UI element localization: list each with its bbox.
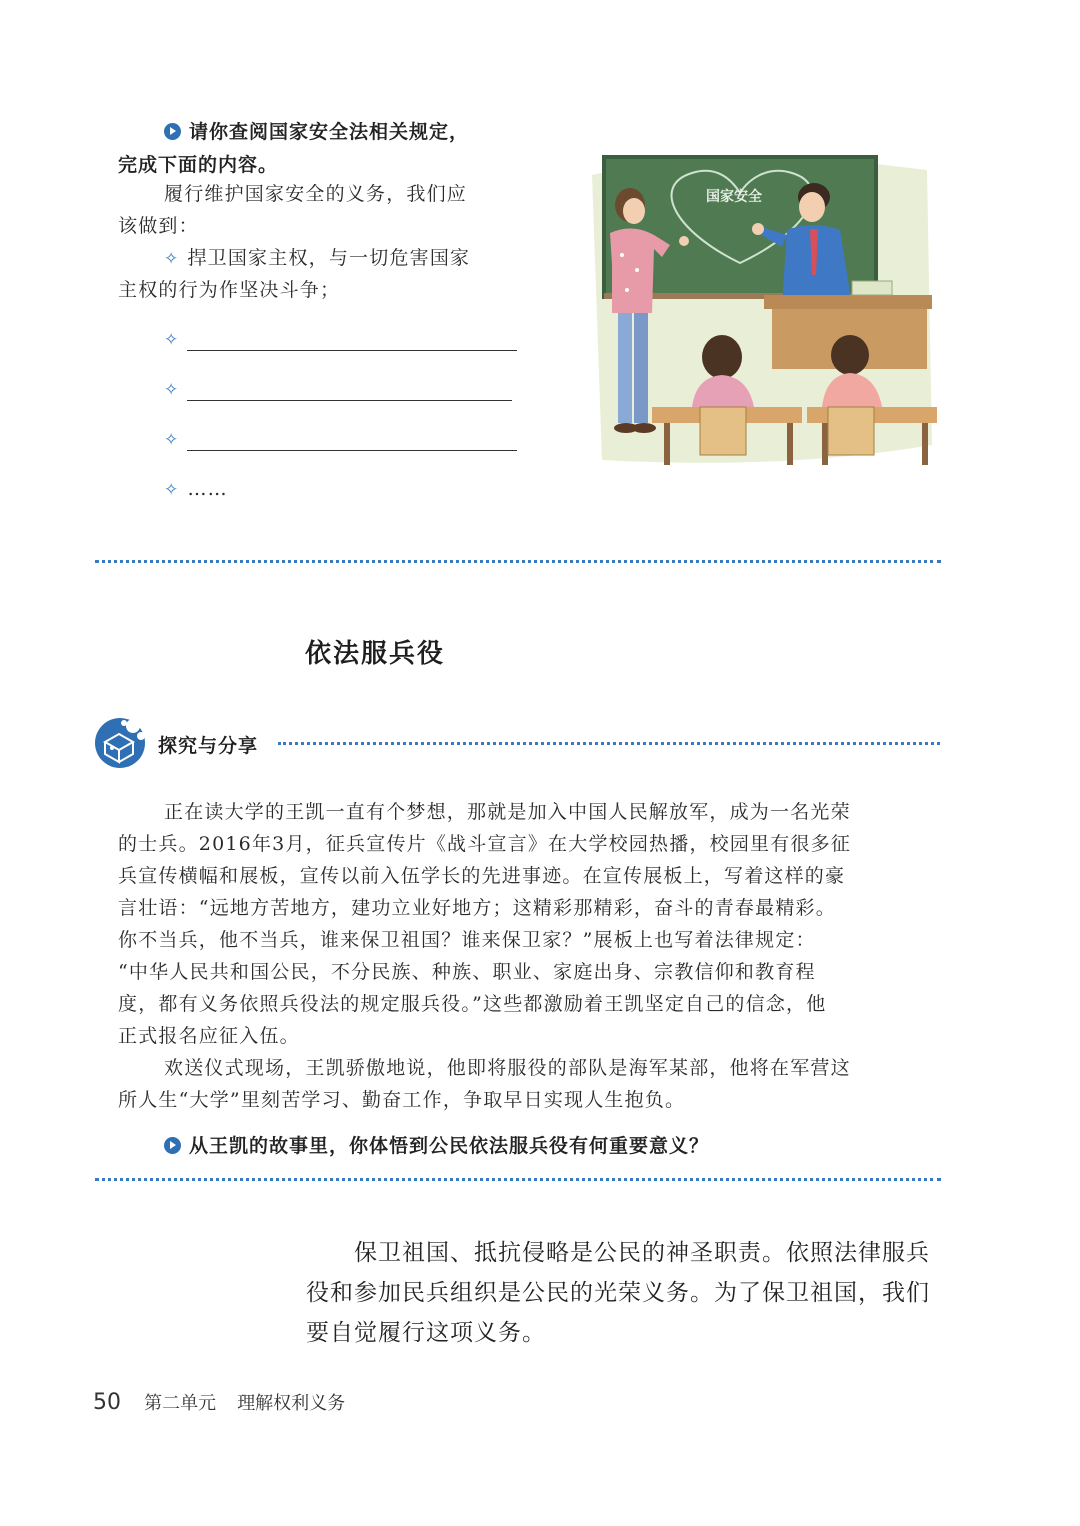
unit-label: 第二单元: [144, 1393, 217, 1414]
story-line: 言壮语：“远地方苦地方，建功立业好地方；这精彩那精彩，奋斗的青春最精彩。: [118, 897, 836, 919]
play-bullet-icon: [164, 1137, 181, 1154]
feature-divider: [278, 742, 940, 745]
summary-line: 役和参加民兵组织是公民的光荣义务。为了保卫祖国，我们: [306, 1280, 930, 1306]
story-line: 度，都有义务依照兵役法的规定服兵役。”这些都激励着王凯坚定自己的信念，他: [118, 993, 827, 1015]
story-question: 从王凯的故事里，你体悟到公民依法服兵役有何重要意义？: [164, 1131, 709, 1158]
summary-line: 要自觉履行这项义务。: [306, 1320, 546, 1346]
prompt-line-2: 完成下面的内容。: [118, 154, 279, 176]
diamond-bullet-icon: ✧: [164, 380, 180, 400]
story-line: 所人生“大学”里刻苦学习、勤奋工作，争取早日实现人生抱负。: [118, 1089, 686, 1111]
page-footer: [93, 1389, 345, 1415]
summary-line: 保卫祖国、抵抗侵略是公民的神圣职责。依照法律服兵: [354, 1240, 930, 1266]
story-line: 你不当兵，他不当兵，谁来保卫祖国？谁来保卫家？”展板上也写着法律规定：: [118, 929, 816, 951]
section-divider: [95, 1178, 941, 1181]
diamond-bullet-icon: ✧: [164, 249, 180, 269]
blank-item-3[interactable]: [164, 423, 517, 456]
diamond-bullet-icon: ✧: [164, 430, 180, 450]
intro-line-1: 履行维护国家安全的义务，我们应: [164, 183, 468, 205]
story-line: 正在读大学的王凯一直有个梦想，那就是加入中国人民解放军，成为一名光荣: [164, 801, 851, 823]
section-divider: [95, 560, 941, 563]
story-line: 的士兵。2016年3月，征兵宣传片《战斗宣言》在大学校园热播，校园里有很多征: [118, 833, 852, 855]
story-line: 正式报名应征入伍。: [118, 1025, 300, 1047]
board-text: 国家安全: [706, 189, 762, 205]
play-bullet-icon: [164, 123, 181, 140]
intro-line-2: 该做到：: [118, 215, 199, 237]
diamond-bullet-icon: ✧: [164, 330, 180, 350]
classroom-illustration: [582, 145, 942, 475]
activity-prompt: [164, 117, 469, 144]
blank-item-ellipsis: ✧ ……: [164, 478, 228, 500]
item-1-line-2: 主权的行为作坚决斗争；: [118, 279, 341, 301]
feature-label: 探究与分享: [158, 735, 259, 757]
story-line: 兵宣传横幅和展板，宣传以前入伍学长的先进事迹。在宣传展板上，写着这样的豪: [118, 865, 846, 887]
answer-blank[interactable]: [187, 380, 512, 401]
blank-item-2[interactable]: [164, 373, 512, 406]
story-line: 欢送仪式现场，王凯骄傲地说，他即将服役的部队是海军某部，他将在军营这: [164, 1057, 851, 1079]
story-line: “中华人民共和国公民，不分民族、种族、职业、家庭出身、宗教信仰和教育程: [118, 961, 816, 983]
prompt-line-1: 请你查阅国家安全法相关规定，: [189, 121, 470, 143]
diamond-bullet-icon: ✧: [164, 480, 180, 500]
item-1-line-1: ✧ 捍卫国家主权，与一切危害国家: [164, 247, 471, 269]
summary-paragraph: [306, 1233, 946, 1353]
unit-title: 理解权利义务: [237, 1393, 346, 1414]
section-title: 依法服兵役: [305, 639, 446, 669]
answer-blank[interactable]: [187, 330, 517, 351]
story-paragraph-1: [118, 796, 938, 1116]
page-number: 50: [93, 1390, 121, 1415]
answer-blank[interactable]: [187, 430, 517, 451]
blank-item-1[interactable]: [164, 323, 517, 356]
explore-share-icon: [93, 714, 149, 770]
